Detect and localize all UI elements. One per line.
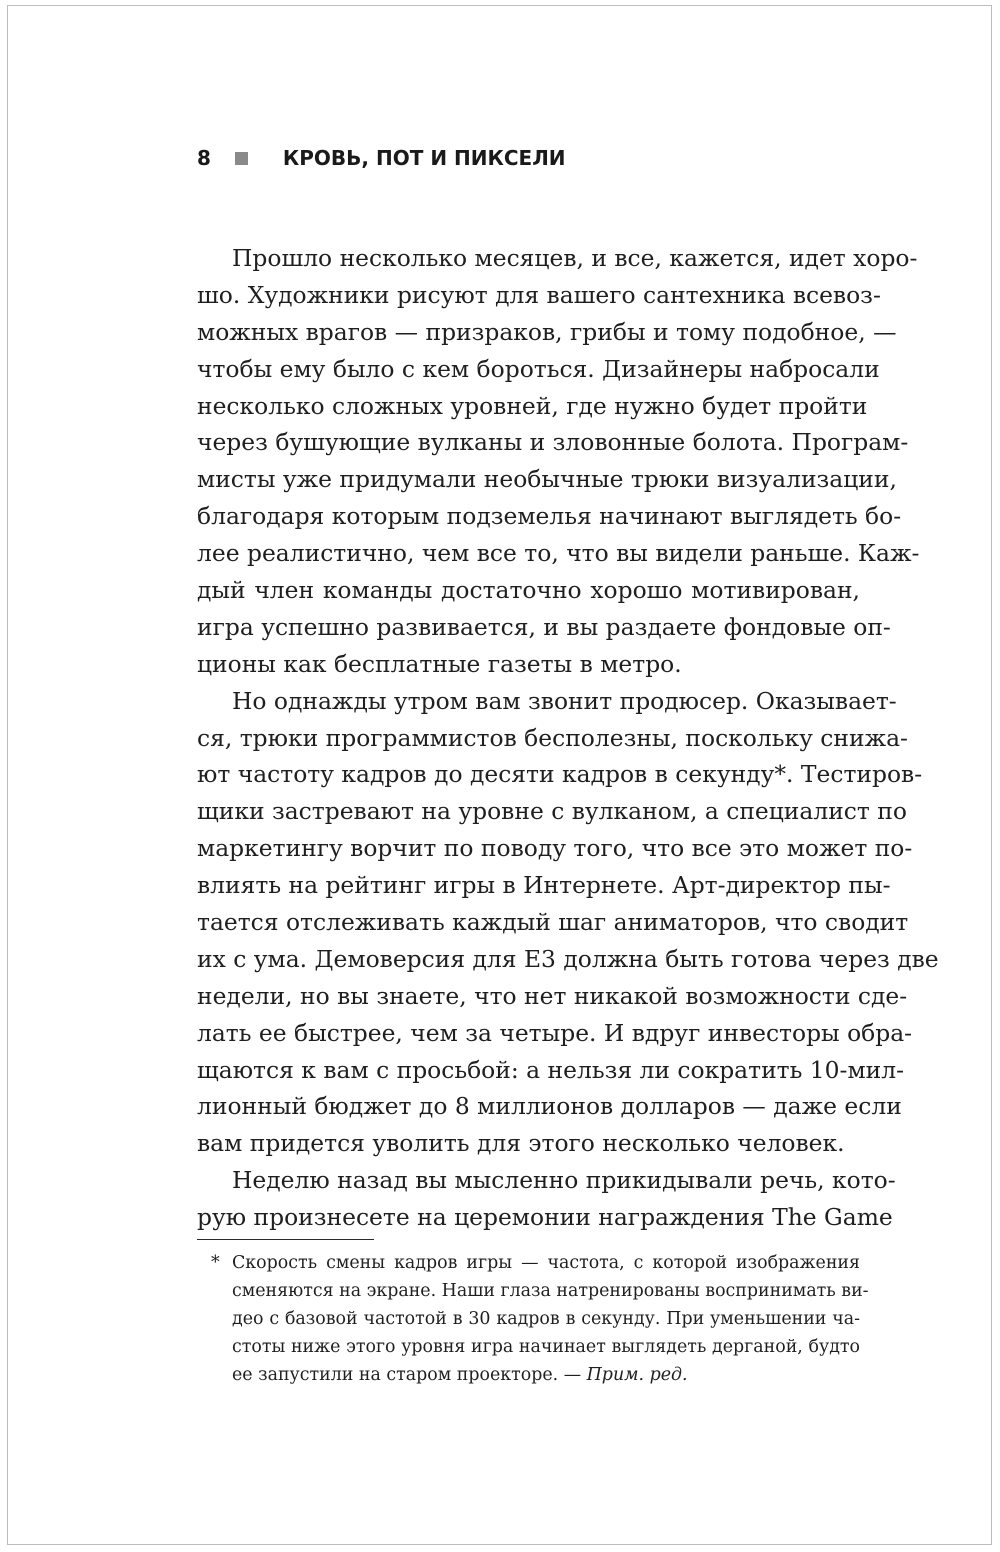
text-line: влиять на рейтинг игры в Интернете. Арт-директор пы- — [197, 871, 891, 900]
paragraph-3 — [197, 1162, 896, 1236]
text-line: недели, но вы знаете, что нет никакой возможности сде- — [197, 981, 908, 1010]
text-line: рую произнесете на церемонии награждения The Game — [197, 1203, 893, 1232]
footnote — [211, 1249, 869, 1389]
text-line: щаются к вам с просьбой: а нельзя ли сократить 10-мил- — [197, 1055, 904, 1084]
text-line: лее реалистично, чем все то, что вы видели раньше. Каж- — [197, 539, 920, 568]
footnote-text: Скорость смены кадров игры — частота, с которой изображения — [232, 1253, 860, 1273]
footnote-text: ее запустили на старом проекторе. — — [232, 1365, 582, 1386]
text-line: дый член команды достаточно хорошо мотивирован, — [197, 576, 860, 605]
body-text — [197, 240, 939, 1236]
text-line: Но однажды утром вам звонит продюсер. Оказывает- — [232, 686, 897, 715]
footnote-line — [211, 1249, 860, 1277]
footnote-line — [211, 1361, 860, 1389]
text-line: игра успешно развивается, и вы раздаете фондовые оп- — [197, 612, 891, 641]
text-line: маркетингу ворчит по поводу того, что все это может по- — [197, 834, 913, 863]
paragraph-1 — [197, 240, 920, 683]
text-line: ционы как бесплатные газеты в метро. — [197, 649, 682, 678]
text-line: ют частоту кадров до десяти кадров в секунду*. Тестиров- — [197, 760, 923, 789]
footnote-line: део с базовой частотой в 30 кадров в секунду. При уменьшении ча- — [232, 1309, 860, 1330]
footnote-line: стоты ниже этого уровня игра начинает выглядеть дерганой, будто — [232, 1337, 860, 1358]
text-line: благодаря которым подземелья начинают выглядеть бо- — [197, 502, 902, 531]
text-line: их с ума. Демоверсия для E3 должна быть готова через две — [197, 944, 939, 973]
text-line: щики застревают на уровне с вулканом, а специалист по — [197, 797, 907, 826]
footnote-marker: * — [211, 1253, 220, 1273]
paragraph-2 — [197, 683, 939, 1163]
text-line: ся, трюки программистов бесполезны, поскольку снижа- — [197, 723, 908, 752]
footnote-line: сменяются на экране. Наши глаза натренированы воспринимать ви- — [232, 1281, 869, 1302]
text-line: тается отслеживать каждый шаг аниматоров, что сводит — [197, 908, 909, 937]
text-line: Прошло несколько месяцев, и все, кажется, идет хоро- — [232, 244, 918, 272]
running-header — [197, 143, 566, 173]
text-line: чтобы ему было с кем бороться. Дизайнеры набросали — [197, 354, 880, 383]
editor-note: Прим. ред. — [586, 1365, 688, 1386]
text-line: лать ее быстрее, чем за четыре. И вдруг инвесторы обра- — [197, 1018, 913, 1047]
text-line: лионный бюджет до 8 миллионов долларов — даже если — [197, 1092, 902, 1121]
text-line: Неделю назад вы мысленно прикидывали речь, кото- — [232, 1166, 896, 1195]
text-line: через бушующие вулканы и зловонные болота. Програм- — [197, 428, 909, 457]
footnote-separator — [197, 1239, 374, 1240]
text-line: мисты уже придумали необычные трюки визуализации, — [197, 465, 897, 494]
text-line: несколько сложных уровней, где нужно будет пройти — [197, 391, 868, 420]
book-title: КРОВЬ, ПОТ И ПИКСЕЛИ — [282, 146, 566, 170]
text-line: шо. Художники рисуют для вашего сантехника всевоз- — [197, 280, 881, 309]
text-line: вам придется уволить для этого несколько человек. — [197, 1129, 845, 1158]
page-number: 8 — [197, 146, 211, 170]
header-square-ornament — [235, 152, 248, 165]
text-line: можных врагов — призраков, грибы и тому подобное, — — [197, 317, 897, 346]
